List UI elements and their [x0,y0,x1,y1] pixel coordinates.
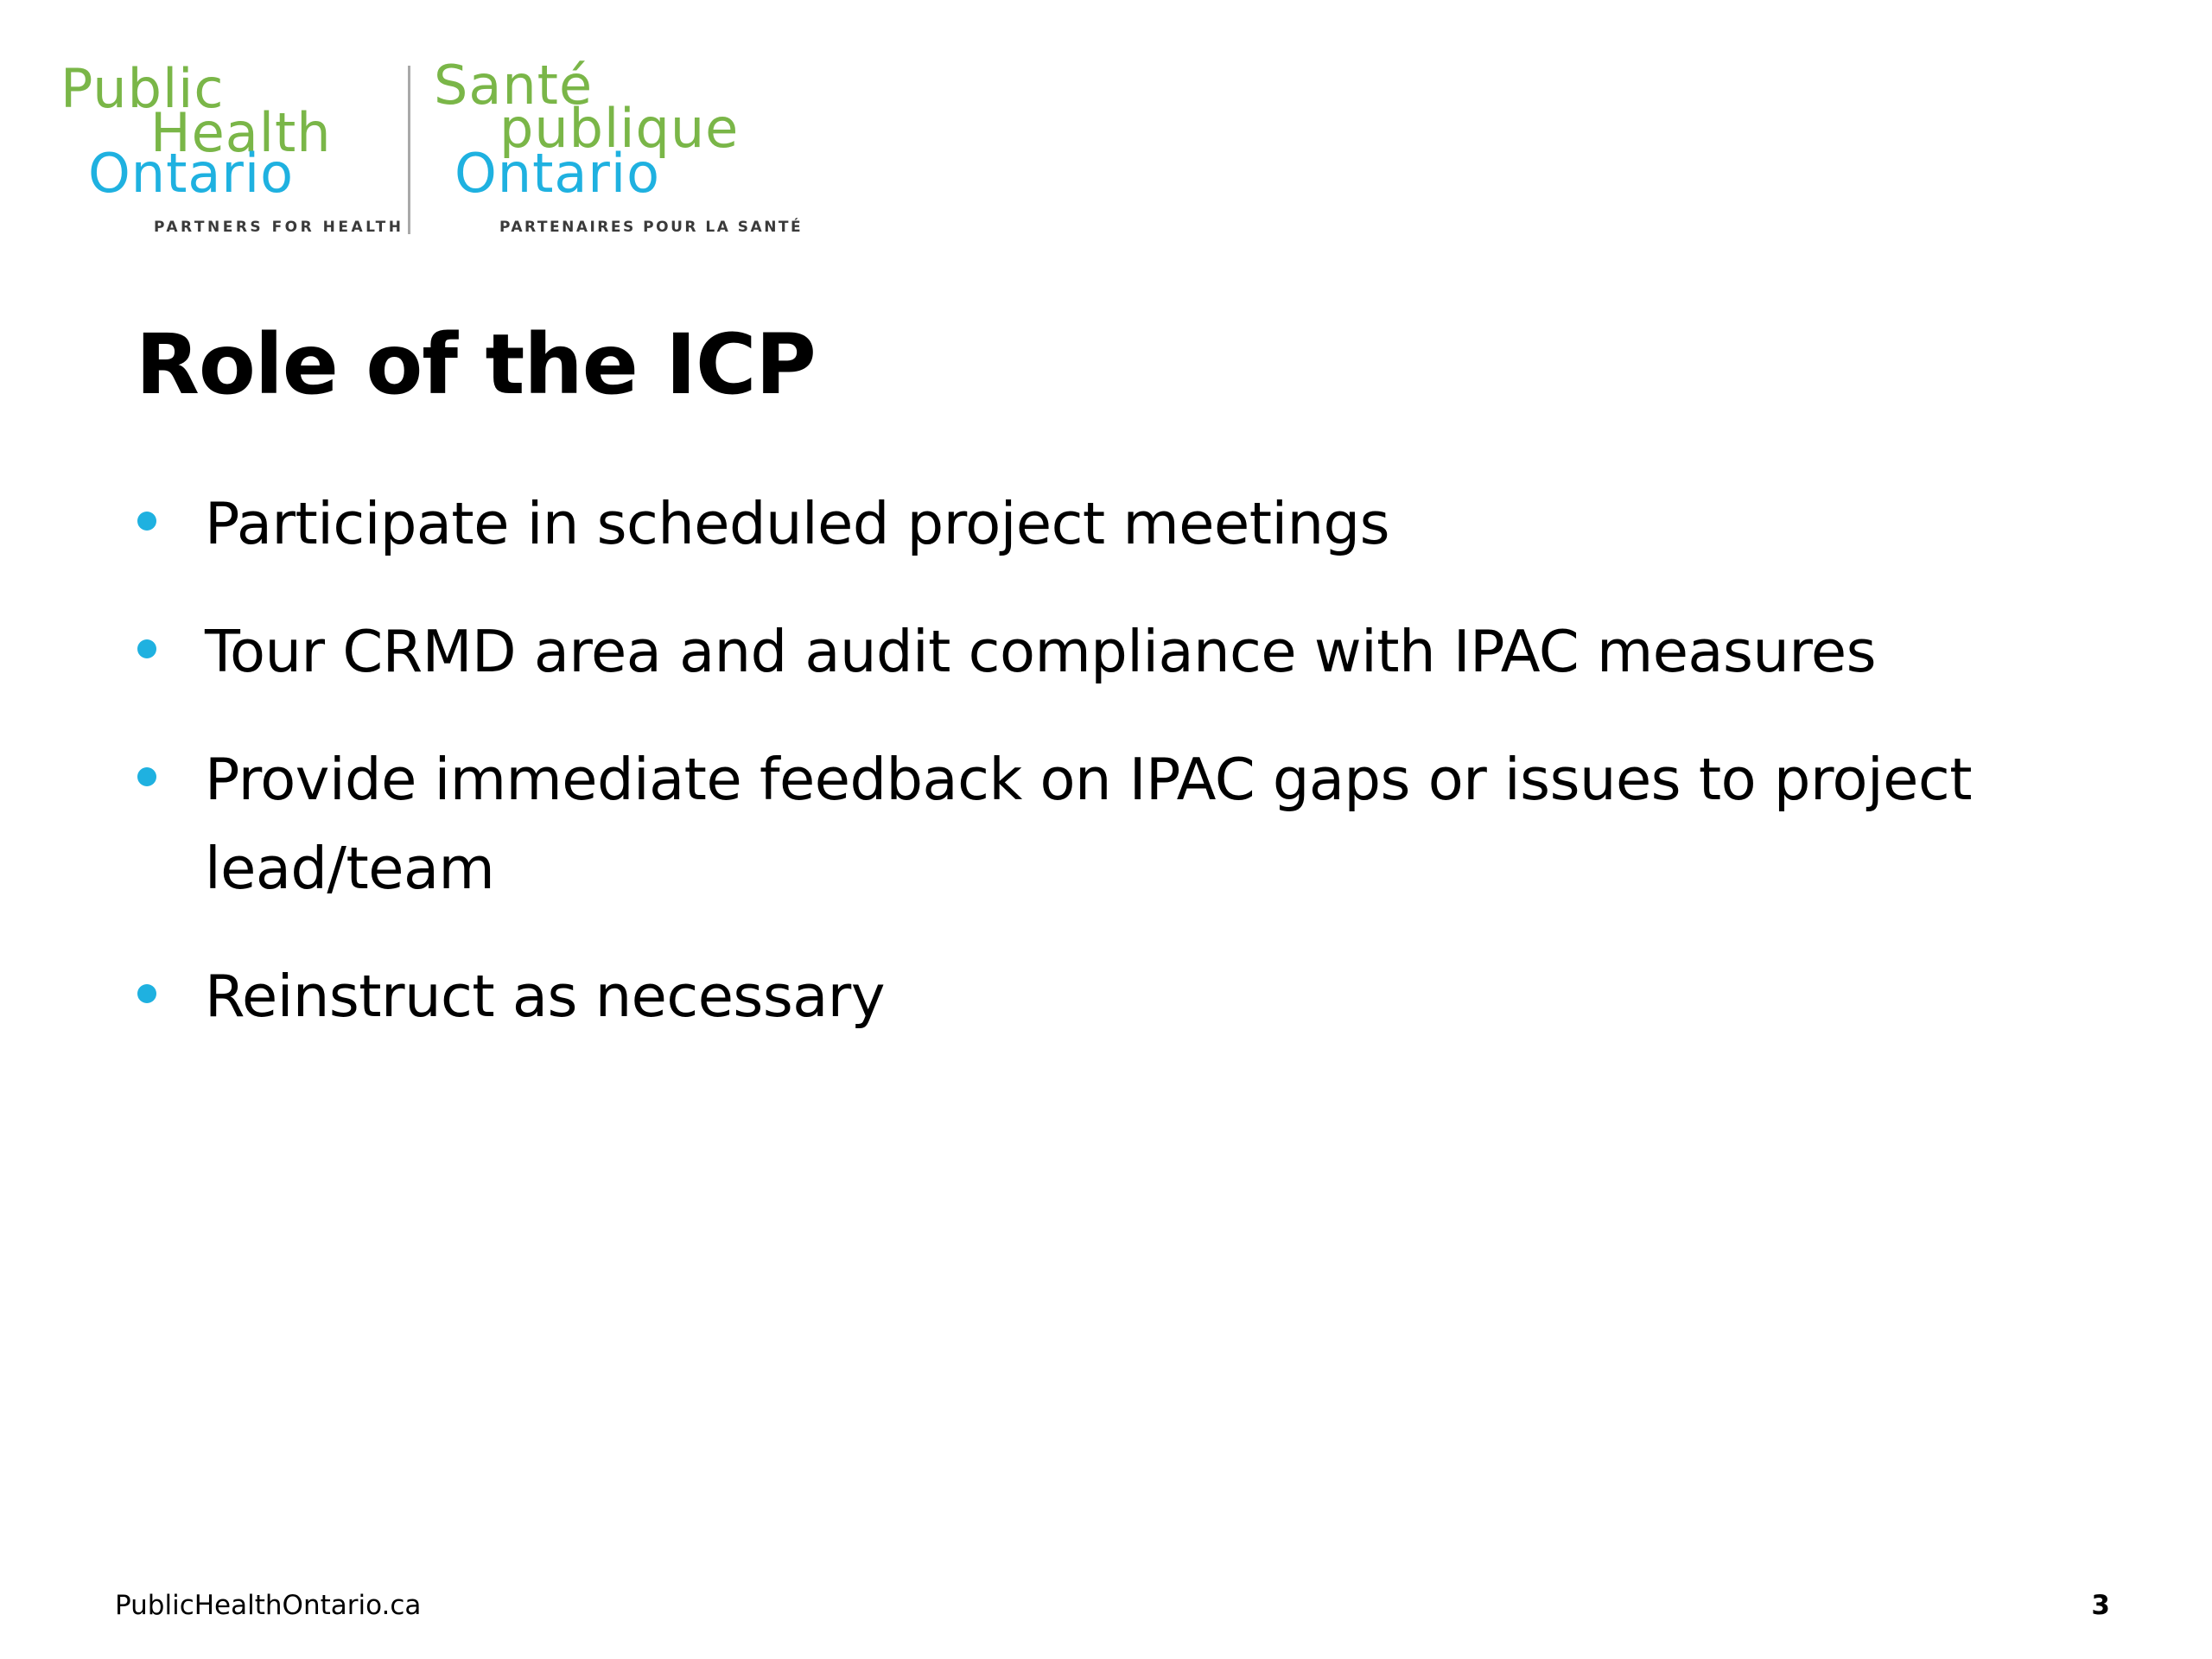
bullet-text: Tour CRMD area and audit compliance with IPAC measures [205,618,1877,685]
bullet-item [134,952,2104,1041]
bullet-text: Reinstruct as necessary [205,963,886,1030]
bullet-item [134,480,2104,569]
bullet-dot-icon [137,512,156,531]
logo-french [430,54,804,240]
slide-title: Role of the ICP [136,316,816,413]
logo-word-public: Public [60,57,225,120]
bullet-item [134,607,2104,696]
page-number: 3 [2091,1590,2110,1621]
logo-divider [408,66,410,234]
logo-tagline-fr: PARTENAIRES POUR LA SANTÉ [499,219,804,236]
logo-word-publique: publique [499,97,740,160]
logo-tagline-en: PARTNERS FOR HEALTH [154,219,404,236]
footer-url: PublicHealthOntario.ca [115,1590,422,1621]
bullet-text: Participate in scheduled project meetings [205,490,1389,557]
bullet-dot-icon [137,639,156,658]
public-health-ontario-logo [59,54,804,240]
logo-word-ontario: Ontario [88,142,295,205]
bullet-item [134,735,2104,913]
bullet-dot-icon [137,767,156,786]
bullet-list [134,480,2104,1080]
logo-word-ontario-fr: Ontario [454,142,661,205]
logo-word-health: Health [150,101,332,164]
bullet-text: Provide immediate feedback on IPAC gaps or issues to project lead/team [205,746,1972,902]
logo-english [59,59,404,240]
bullet-dot-icon [137,984,156,1003]
logo-word-sante: Santé [434,54,594,117]
